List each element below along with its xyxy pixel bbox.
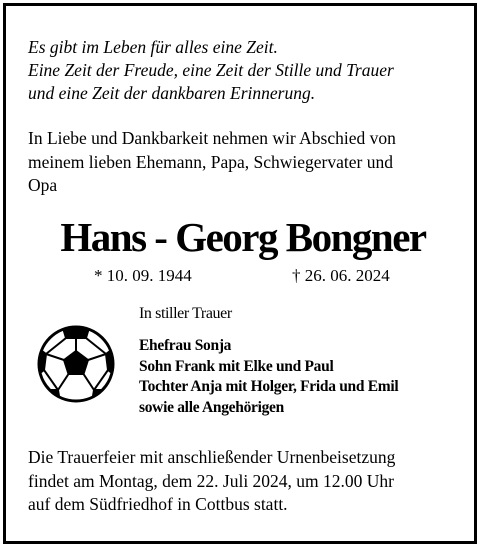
funeral-line: auf dem Südfriedhof in Cottbus statt. — [28, 494, 288, 514]
mourner-entry: Ehefrau Sonja — [139, 337, 232, 354]
mourner-entry: Tochter Anja mit Holger, Frida und Emil — [139, 378, 399, 395]
verse-block — [28, 36, 468, 105]
mourner-entry: sowie alle Angehörigen — [139, 398, 284, 416]
mourner-entry: Sohn Frank mit Elke und Paul — [139, 357, 334, 375]
funeral-notice — [28, 446, 478, 517]
farewell-line: In Liebe und Dankbarkeit nehmen wir Abschied von — [28, 128, 396, 148]
farewell-text — [28, 127, 468, 198]
funeral-line: Die Trauerfeier mit anschließender Urnenbeisetzung — [28, 447, 396, 467]
funeral-line: findet am Montag, dem 22. Juli 2024, um 12.00 Uhr — [28, 470, 395, 491]
birth-date: * 10. 09. 1944 — [94, 266, 192, 285]
deceased-name: Hans - Georg Bongner — [60, 214, 426, 260]
verse-line: und eine Zeit der dankbaren Erinnerung. — [28, 83, 316, 103]
verse-line: Eine Zeit der Freude, eine Zeit der Stille und Trauer — [28, 60, 394, 80]
farewell-line: meinem lieben Ehemann, Papa, Schwiegervater und — [28, 151, 393, 172]
farewell-line: Opa — [28, 175, 58, 195]
verse-line: Es gibt im Leben für alles eine Zeit. — [28, 37, 278, 57]
soccer-ball-icon — [36, 324, 116, 404]
mourners-list — [139, 336, 479, 418]
death-date: † 26. 06. 2024 — [292, 266, 390, 285]
mourning-label: In stiller Trauer — [139, 305, 232, 322]
obituary-frame — [3, 3, 477, 544]
